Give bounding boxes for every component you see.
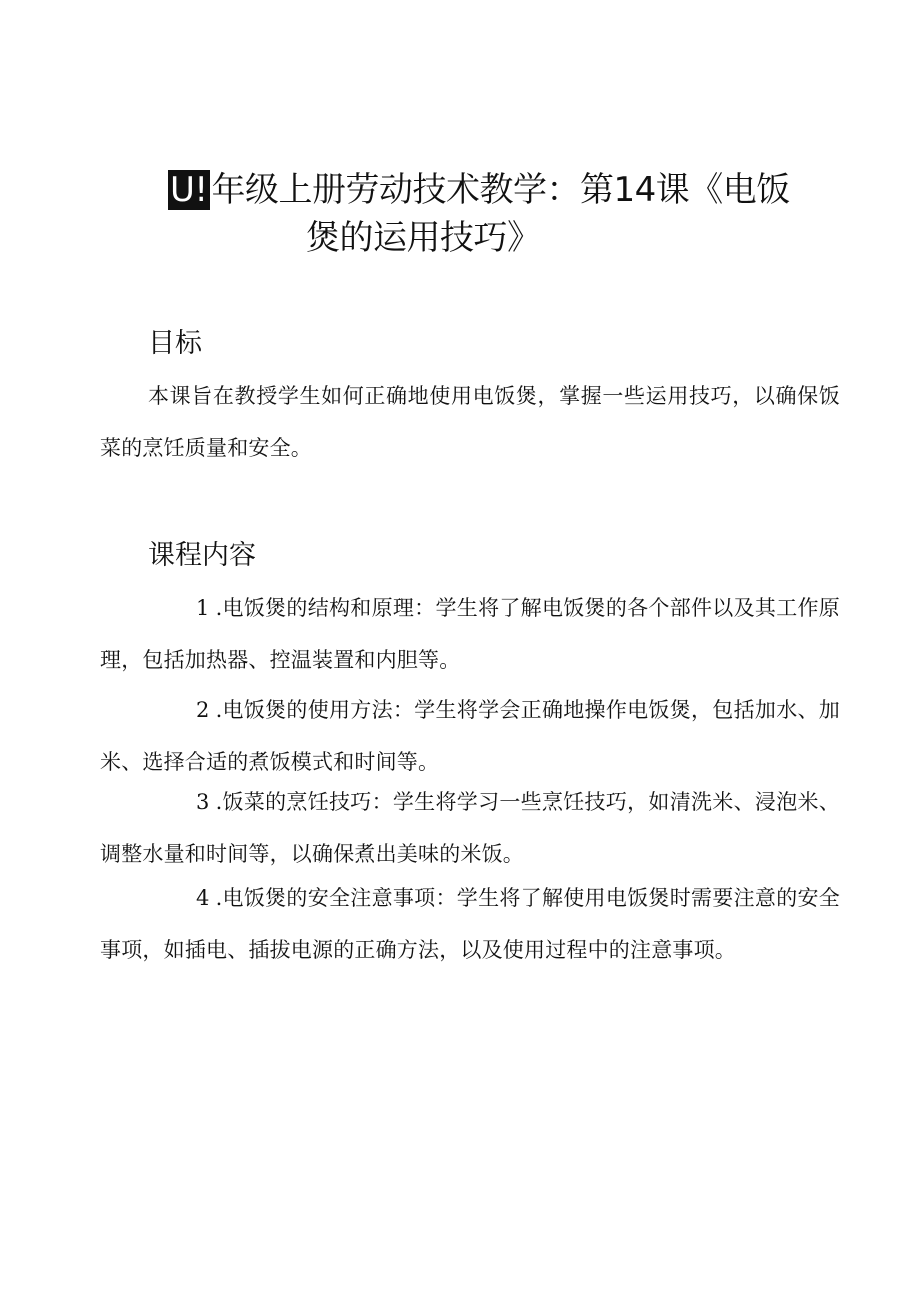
item-text: .饭菜的烹饪技巧：学生将学习一些烹饪技巧，如清洗米、浸泡米、调整水量和时间等，以确保煮出美味的米饭。 — [100, 790, 840, 866]
item-text: .电饭煲的安全注意事项：学生将了解使用电饭煲时需要注意的安全事项，如插电、插拔电源的正确方法，以及使用过程中的注意事项。 — [100, 886, 840, 962]
content-item-2 — [100, 684, 840, 788]
content-item-1 — [100, 582, 840, 686]
item-number: 4 — [196, 886, 210, 910]
item-number: 2 — [196, 698, 210, 722]
title-prefix: U! — [170, 170, 208, 210]
item-text: .电饭煲的使用方法：学生将学会正确地操作电饭煲，包括加水、加米、选择合适的煮饭模式和时间等。 — [100, 698, 840, 774]
goal-heading: 目标 — [148, 328, 202, 359]
content-item-4 — [100, 872, 840, 976]
title-line-2: 煲的运用技巧》 — [306, 218, 541, 258]
content-item-3 — [100, 776, 840, 880]
item-text: .电饭煲的结构和原理：学生将了解电饭煲的各个部件以及其工作原理，包括加热器、控温装置和内胆等。 — [100, 596, 840, 672]
title-line-1: 年级上册劳动技术教学：第14课《电饭 — [211, 170, 790, 210]
goal-paragraph: 本课旨在教授学生如何正确地使用电饭煲，掌握一些运用技巧，以确保饭菜的烹饪质量和安全。 — [100, 384, 840, 460]
content-heading: 课程内容 — [148, 540, 256, 571]
item-number: 1 — [196, 596, 210, 620]
document-title — [168, 166, 808, 262]
item-number: 3 — [196, 790, 210, 814]
